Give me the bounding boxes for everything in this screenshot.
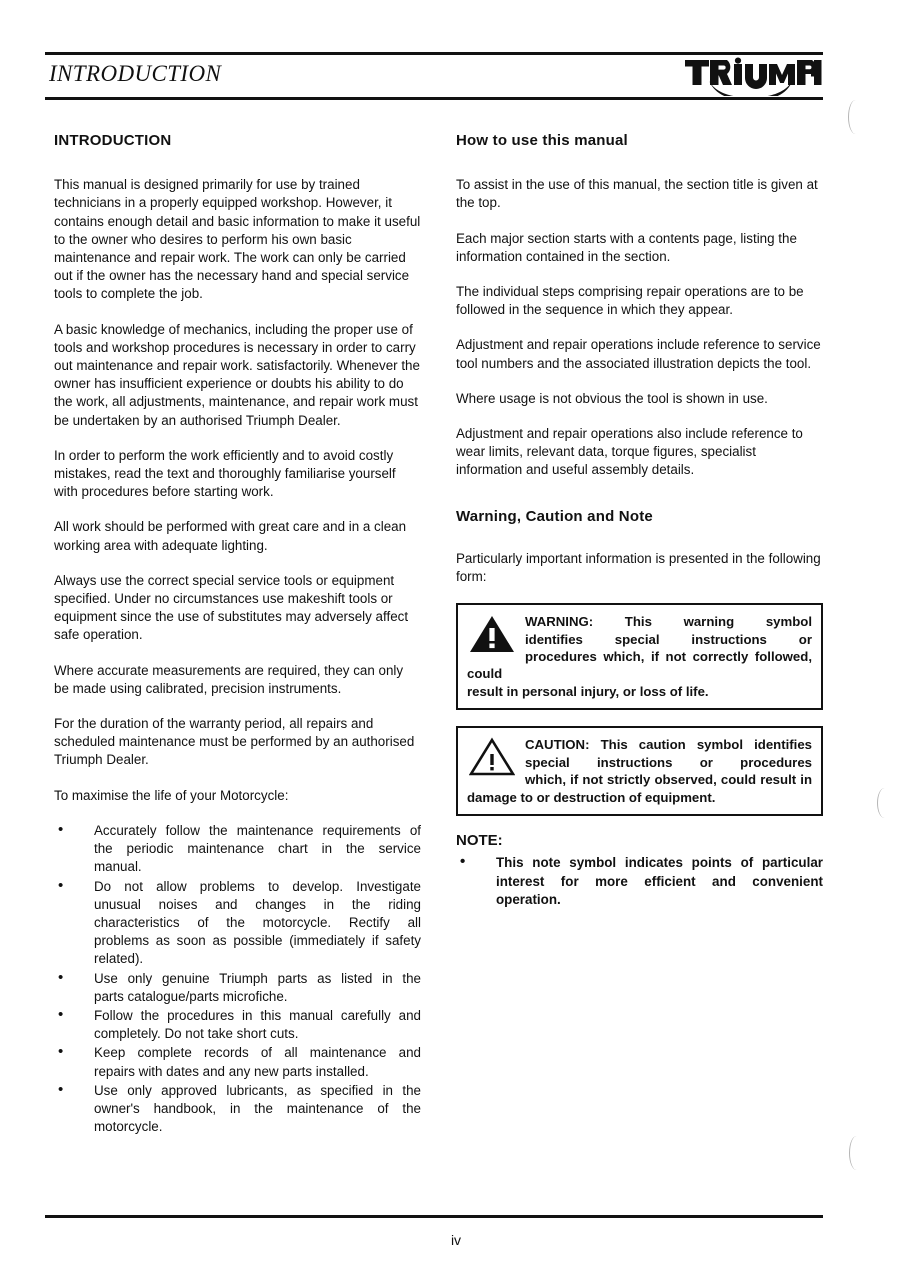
paragraph: To maximise the life of your Motorcycle:	[54, 787, 289, 803]
paragraph: Adjustment and repair operations also include reference to wear limits, relevant data, torque figures, specialist information and useful assembly details.	[456, 426, 803, 478]
list-item-line: owner's handbook, in the maintenance of the	[94, 1100, 421, 1116]
note-bullet-list	[456, 854, 823, 910]
caution-box	[456, 726, 823, 816]
note-line: operation.	[496, 892, 561, 908]
paragraph: Where usage is not obvious the tool is shown in use.	[456, 390, 768, 406]
list-item-line: characteristics of the motorcycle. Rectify all	[94, 914, 421, 930]
warning-line: procedures which, if not correctly followed, could	[467, 649, 812, 682]
list-item-line: completely. Do not take short cuts.	[94, 1026, 299, 1042]
list-item	[54, 822, 421, 877]
page-number: iv	[450, 1232, 462, 1248]
list-item	[456, 854, 823, 910]
list-item	[54, 878, 421, 969]
paragraph: Always use the correct special service tools or equipment specified. Under no circumstances use makeshift tools or equipment since the use of substitutes may adversely affect safe operation.	[54, 572, 409, 643]
caution-line: CAUTION: This caution symbol identifies	[525, 737, 812, 753]
paragraph: The individual steps comprising repair operations are to be followed in the sequence in which they appear.	[456, 284, 804, 318]
header-rule-bottom	[45, 97, 823, 100]
list-item-line: related).	[94, 951, 144, 967]
list-item-line: • Follow the procedures in this manual carefully and	[94, 1007, 421, 1023]
header-section-title: INTRODUCTION	[49, 61, 222, 86]
note-line: interest for more efficient and convenient	[496, 873, 823, 889]
warning-caution-note-subheading: Warning, Caution and Note	[456, 507, 653, 525]
caution-text	[467, 736, 812, 806]
list-item-line: • Use only approved lubricants, as specified in the	[94, 1082, 421, 1098]
list-item-line: • Accurately follow the maintenance requirements of	[94, 822, 421, 838]
list-item	[54, 1007, 421, 1043]
warning-line: identifies special instructions or	[525, 631, 812, 647]
warning-text	[467, 613, 812, 700]
paragraph: Adjustment and repair operations include reference to service tool numbers and the associated illustration depicts the tool.	[456, 337, 821, 371]
paragraph: All work should be performed with great care and in a clean working area with adequate lighting.	[54, 519, 407, 553]
warning-line: WARNING: This warning symbol	[525, 614, 812, 630]
right-column	[456, 132, 823, 910]
note-line: • This note symbol indicates points of particular	[496, 855, 823, 871]
warning-triangle-filled-icon	[469, 614, 515, 654]
list-item-line: the periodic maintenance chart in the service	[94, 841, 421, 857]
list-item	[54, 1044, 421, 1080]
list-item-line: repairs with dates and any new parts installed.	[94, 1063, 369, 1079]
list-item-line: • Do not allow problems to develop. Investigate	[94, 878, 421, 894]
triumph-logo	[683, 56, 823, 96]
warning-line: result in personal injury, or loss of life.	[467, 683, 709, 699]
scan-artifact-mark	[877, 788, 892, 818]
caution-line: special instructions or procedures	[525, 754, 812, 770]
left-column	[54, 132, 421, 1137]
note-heading: NOTE:	[456, 831, 503, 849]
list-item-line: problems as soon as possible (immediately if safety	[94, 933, 421, 949]
caution-line: which, if not strictly observed, could result in	[525, 772, 812, 788]
footer-rule	[45, 1215, 823, 1218]
caution-triangle-outline-icon	[469, 737, 515, 777]
warning-box	[456, 603, 823, 710]
list-item	[54, 1082, 421, 1137]
list-item-line: manual.	[94, 859, 142, 875]
right-column-heading: How to use this manual	[456, 132, 628, 149]
scan-artifact-mark	[848, 100, 863, 134]
paragraph: To assist in the use of this manual, the section title is given at the top.	[456, 177, 818, 211]
paragraph: Each major section starts with a contents page, listing the information contained in the section.	[456, 230, 797, 264]
list-item-line: parts catalogue/parts microfiche.	[94, 988, 288, 1004]
maintenance-bullet-list	[54, 822, 421, 1136]
caution-line: damage to or destruction of equipment.	[467, 789, 716, 805]
header-rule-top	[45, 52, 823, 55]
list-item-line: • Use only genuine Triumph parts as listed in the	[94, 970, 421, 986]
paragraph: In order to perform the work efficiently and to avoid costly mistakes, read the text and thoroughly familiarise yourself with procedures before starting work.	[54, 447, 396, 500]
scan-artifact-mark	[849, 1136, 864, 1170]
list-item-line: • Keep complete records of all maintenance and	[94, 1045, 421, 1061]
paragraph: A basic knowledge of mechanics, including the proper use of tools and workshop procedures is necessary in order to carry out maintenance and repair work. satisfactorily. Whenever the owner has insufficient experience or doubts his ability to do the work, all adjustments, maintenance, and repair work must be undertaken by an authorised Triumph Dealer.	[54, 321, 420, 428]
list-item-line: unusual noises and changes in the riding	[94, 896, 421, 912]
left-column-heading: INTRODUCTION	[54, 132, 172, 149]
list-item	[54, 970, 421, 1006]
list-item-line: motorcycle.	[94, 1119, 163, 1135]
paragraph: For the duration of the warranty period, all repairs and scheduled maintenance must be performed by an authorised Triumph Dealer.	[54, 716, 415, 768]
page-header	[45, 52, 823, 100]
paragraph: Where accurate measurements are required, they can only be made using calibrated, precision instruments.	[54, 662, 404, 696]
paragraph: This manual is designed primarily for use by trained technicians in a properly equipped workshop. However, it contains enough detail and basic information to make it useful to the owner who desires to perform his own basic maintenance and repair work. The work can only be carried out if the owner has the necessary hand and special service tools to complete the job.	[54, 177, 421, 302]
paragraph: Particularly important information is presented in the following form:	[456, 550, 821, 585]
